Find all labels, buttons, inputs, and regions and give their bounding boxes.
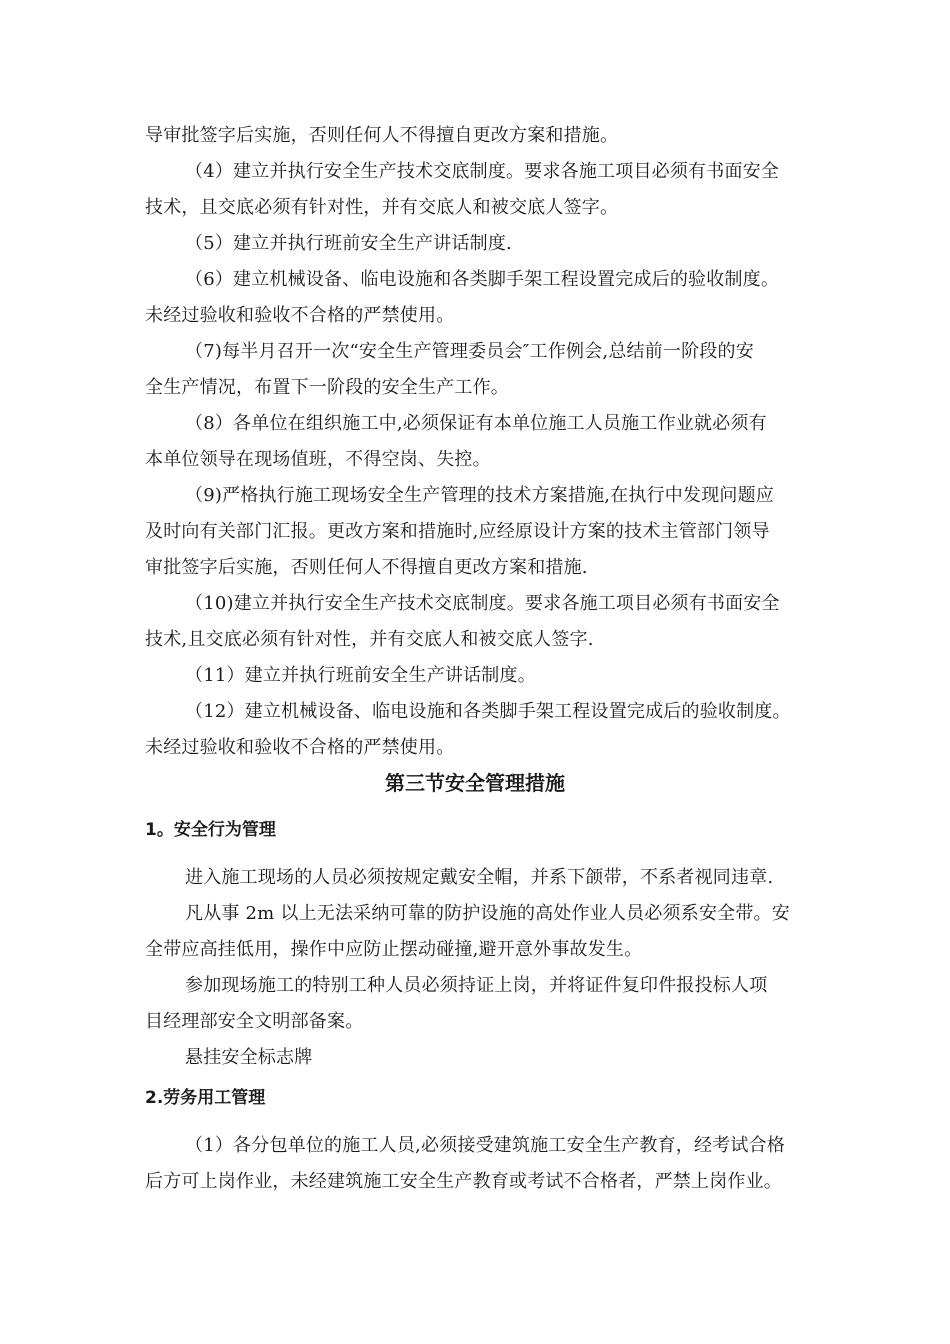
text-line: 凡从事 2m 以上无法采纳可靠的防护设施的高处作业人员必须系安全带。安: [185, 903, 790, 924]
text-line: 未经过验收和验收不合格的严禁使用。: [145, 737, 455, 758]
section-title: 第三节安全管理措施: [385, 771, 565, 795]
text-line: （7)每半月召开一次“安全生产管理委员会″工作例会,总结前一阶段的安: [185, 341, 754, 362]
text-line: 导审批签字后实施，否则任何人不得擅自更改方案和措施。: [145, 125, 619, 146]
text-line: （12）建立机械设备、临电设施和各类脚手架工程设置完成后的验收制度。: [185, 701, 791, 722]
subsection-title: 2.劳务用工管理: [145, 1088, 266, 1108]
text-line: （9)严格执行施工现场安全生产管理的技术方案措施,在执行中发现问题应: [185, 485, 774, 506]
text-line: 审批签字后实施，否则任何人不得擅自更改方案和措施.: [145, 557, 588, 578]
text-line: （5）建立并执行班前安全生产讲话制度.: [185, 233, 512, 254]
text-line: （11）建立并执行班前安全生产讲话制度。: [185, 665, 536, 686]
text-line: 参加现场施工的特别工种人员必须持证上岗，并将证件复印件报投标人项: [185, 975, 768, 996]
text-line: 本单位领导在现场值班，不得空岗、失控。: [145, 449, 491, 470]
text-line: 全生产情况，布置下一阶段的安全生产工作。: [145, 377, 509, 398]
text-line: （6）建立机械设备、临电设施和各类脚手架工程设置完成后的验收制度。: [185, 269, 780, 290]
text-line: 技术，且交底必须有针对性，并有交底人和被交底人签字。: [145, 197, 619, 218]
text-line: （4）建立并执行安全生产技术交底制度。要求各施工项目必须有书面安全: [185, 161, 780, 182]
text-line: 技术,且交底必须有针对性，并有交底人和被交底人签字.: [145, 629, 594, 650]
text-line: 悬挂安全标志牌: [185, 1047, 313, 1068]
text-line: 及时向有关部门汇报。更改方案和措施时,应经原设计方案的技术主管部门领导: [145, 521, 770, 542]
text-line: （10)建立并执行安全生产技术交底制度。要求各施工项目必须有书面安全: [185, 593, 780, 614]
subsection-title: 1。安全行为管理: [145, 820, 276, 840]
text-line: 未经过验收和验收不合格的严禁使用。: [145, 305, 455, 326]
text-line: （1）各分包单位的施工人员,必须接受建筑施工安全生产教育，经考试合格: [185, 1135, 785, 1156]
text-line: 后方可上岗作业，未经建筑施工安全生产教育或考试不合格者，严禁上岗作业。: [145, 1171, 782, 1192]
text-line: （8）各单位在组织施工中,必须保证有本单位施工人员施工作业就必须有: [185, 413, 767, 434]
text-line: 全带应高挂低用，操作中应防止摆动碰撞,避开意外事故发生。: [145, 939, 643, 960]
text-line: 目经理部安全文明部备案。: [145, 1011, 364, 1032]
text-line: 进入施工现场的人员必须按规定戴安全帽，并系下颌带，不系者视同违章.: [185, 867, 774, 888]
